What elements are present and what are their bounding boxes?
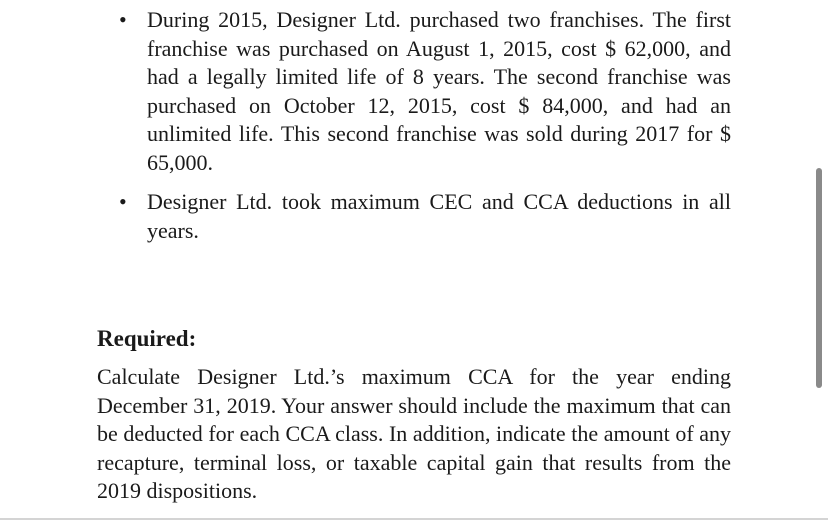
required-heading: Required:	[97, 326, 197, 351]
bullet-list	[119, 6, 731, 256]
bullet-marker: •	[119, 7, 127, 32]
bullet-text: During 2015, Designer Ltd. purchased two franchises. The first franchise was purchased on August 1, 2015, cost $ 62,000, and had a legally limited life of 8 years. The second franchise was purchased on October 12, 2015, cost $ 84,000, and had an unlimited life. This second franchise was sold during 2017 for $ 65,000.	[147, 7, 731, 175]
bullet-franchises	[119, 6, 731, 177]
bottom-divider	[0, 518, 828, 520]
required-body: Calculate Designer Ltd.’s maximum CCA for the year ending December 31, 2019. Your answer should include the maximum that can be deducted for each CCA class. In addition, indicate the amount of any recapture, terminal loss, or taxable capital gain that results from the 2019 dispositions.	[97, 364, 731, 503]
bullet-text: Designer Ltd. took maximum CEC and CCA deductions in all years.	[147, 189, 731, 243]
bullet-marker: •	[119, 189, 127, 214]
scrollbar-thumb[interactable]	[816, 168, 822, 388]
bullet-deductions	[119, 188, 731, 245]
